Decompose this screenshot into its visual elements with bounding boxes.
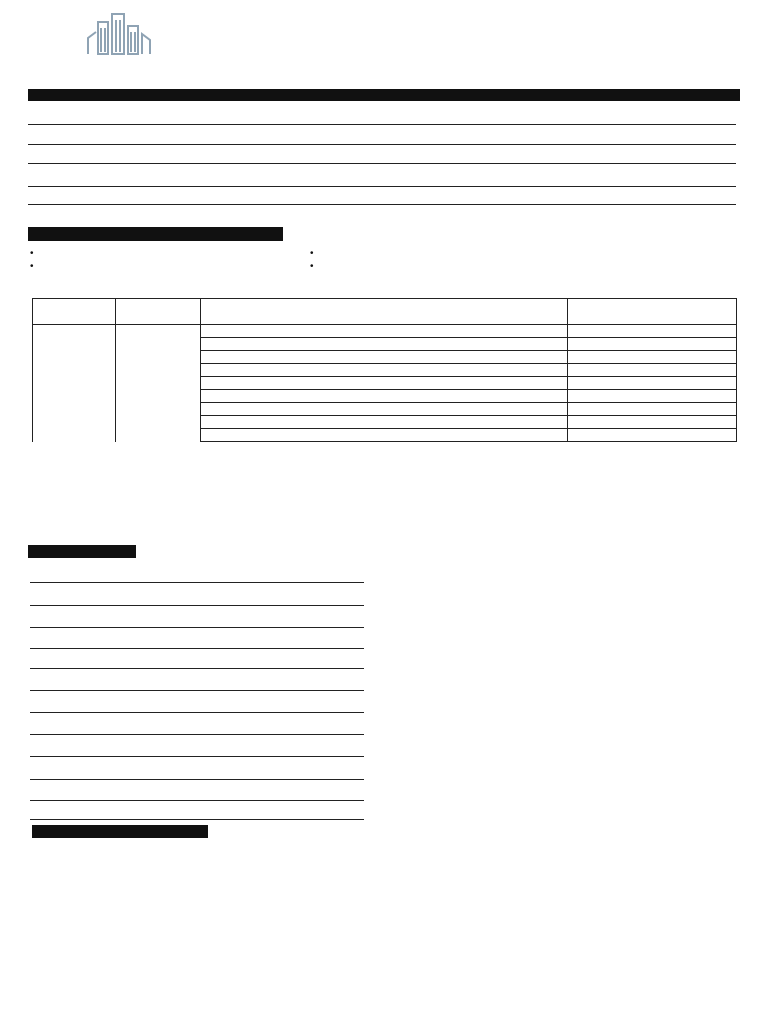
company-logo — [30, 8, 220, 84]
id-tick-applicant-two[interactable] — [116, 377, 201, 390]
id-check-table — [32, 298, 737, 442]
id-row — [33, 390, 737, 403]
licence-line-1[interactable] — [30, 668, 364, 669]
must-bullet: • — [30, 248, 34, 259]
maiden-line-1[interactable] — [30, 819, 364, 820]
id-points-cell — [568, 390, 737, 403]
id-row — [33, 377, 737, 390]
id-points-cell — [568, 338, 737, 351]
id-tick-applicant-one[interactable] — [33, 325, 116, 338]
id-type-cell — [201, 403, 568, 416]
id-col-applicant-two — [116, 299, 201, 325]
id-row — [33, 351, 737, 364]
id-points-cell — [568, 325, 737, 338]
title-bar — [28, 89, 740, 101]
id-points-cell — [568, 351, 737, 364]
must-bullet: • — [310, 261, 314, 272]
id-type-cell — [201, 429, 568, 442]
rent-line[interactable] — [28, 144, 736, 145]
id-row — [33, 364, 737, 377]
occupy-line[interactable] — [28, 186, 736, 187]
pet-line[interactable] — [28, 204, 736, 205]
id-tick-applicant-two[interactable] — [116, 416, 201, 429]
id-row — [33, 429, 737, 442]
must-bullet: • — [310, 248, 314, 259]
must-bullet: • — [30, 261, 34, 272]
id-col-points — [568, 299, 737, 325]
passport-line-1[interactable] — [30, 712, 364, 713]
title-line-1[interactable] — [30, 582, 364, 583]
id-type-cell — [201, 338, 568, 351]
id-type-cell — [201, 325, 568, 338]
phone-line-1[interactable] — [30, 756, 364, 757]
id-row — [33, 325, 737, 338]
marital-line-1[interactable] — [30, 800, 364, 801]
id-tick-applicant-one[interactable] — [33, 364, 116, 377]
id-col-applicant-one — [33, 299, 116, 325]
id-type-cell — [201, 377, 568, 390]
building-icon — [30, 8, 220, 84]
id-tick-applicant-one[interactable] — [33, 338, 116, 351]
pension-line-1[interactable] — [30, 734, 364, 735]
id-type-cell — [201, 416, 568, 429]
card-line-1[interactable] — [30, 690, 364, 691]
id-tick-applicant-two[interactable] — [116, 429, 201, 442]
address-line[interactable] — [28, 124, 736, 125]
id-row — [33, 403, 737, 416]
name-birth-line-1[interactable] — [30, 627, 364, 628]
id-points-cell — [568, 416, 737, 429]
id-points-cell — [568, 403, 737, 416]
section-heading-applicant-1 — [28, 545, 136, 558]
id-type-cell — [201, 390, 568, 403]
id-tick-applicant-one[interactable] — [33, 377, 116, 390]
last-name-line-1[interactable] — [30, 605, 364, 606]
id-row — [33, 416, 737, 429]
id-type-cell — [201, 364, 568, 377]
id-points-cell — [568, 429, 737, 442]
dob-line-1[interactable] — [30, 648, 364, 649]
id-tick-applicant-one[interactable] — [33, 403, 116, 416]
id-points-cell — [568, 377, 737, 390]
id-tick-applicant-two[interactable] — [116, 351, 201, 364]
id-type-cell — [201, 351, 568, 364]
id-row — [33, 338, 737, 351]
id-tick-applicant-one[interactable] — [33, 416, 116, 429]
id-tick-applicant-one[interactable] — [33, 390, 116, 403]
id-tick-applicant-two[interactable] — [116, 364, 201, 377]
id-tick-applicant-two[interactable] — [116, 338, 201, 351]
id-points-cell — [568, 364, 737, 377]
length-line[interactable] — [28, 163, 736, 164]
id-tick-applicant-two[interactable] — [116, 325, 201, 338]
email-line-1[interactable] — [30, 779, 364, 780]
id-tick-applicant-two[interactable] — [116, 390, 201, 403]
id-tick-applicant-one[interactable] — [33, 429, 116, 442]
id-tick-applicant-two[interactable] — [116, 403, 201, 416]
section-heading-rental-1 — [32, 825, 208, 838]
must-heading — [28, 227, 283, 241]
id-tick-applicant-one[interactable] — [33, 351, 116, 364]
id-col-type — [201, 299, 568, 325]
